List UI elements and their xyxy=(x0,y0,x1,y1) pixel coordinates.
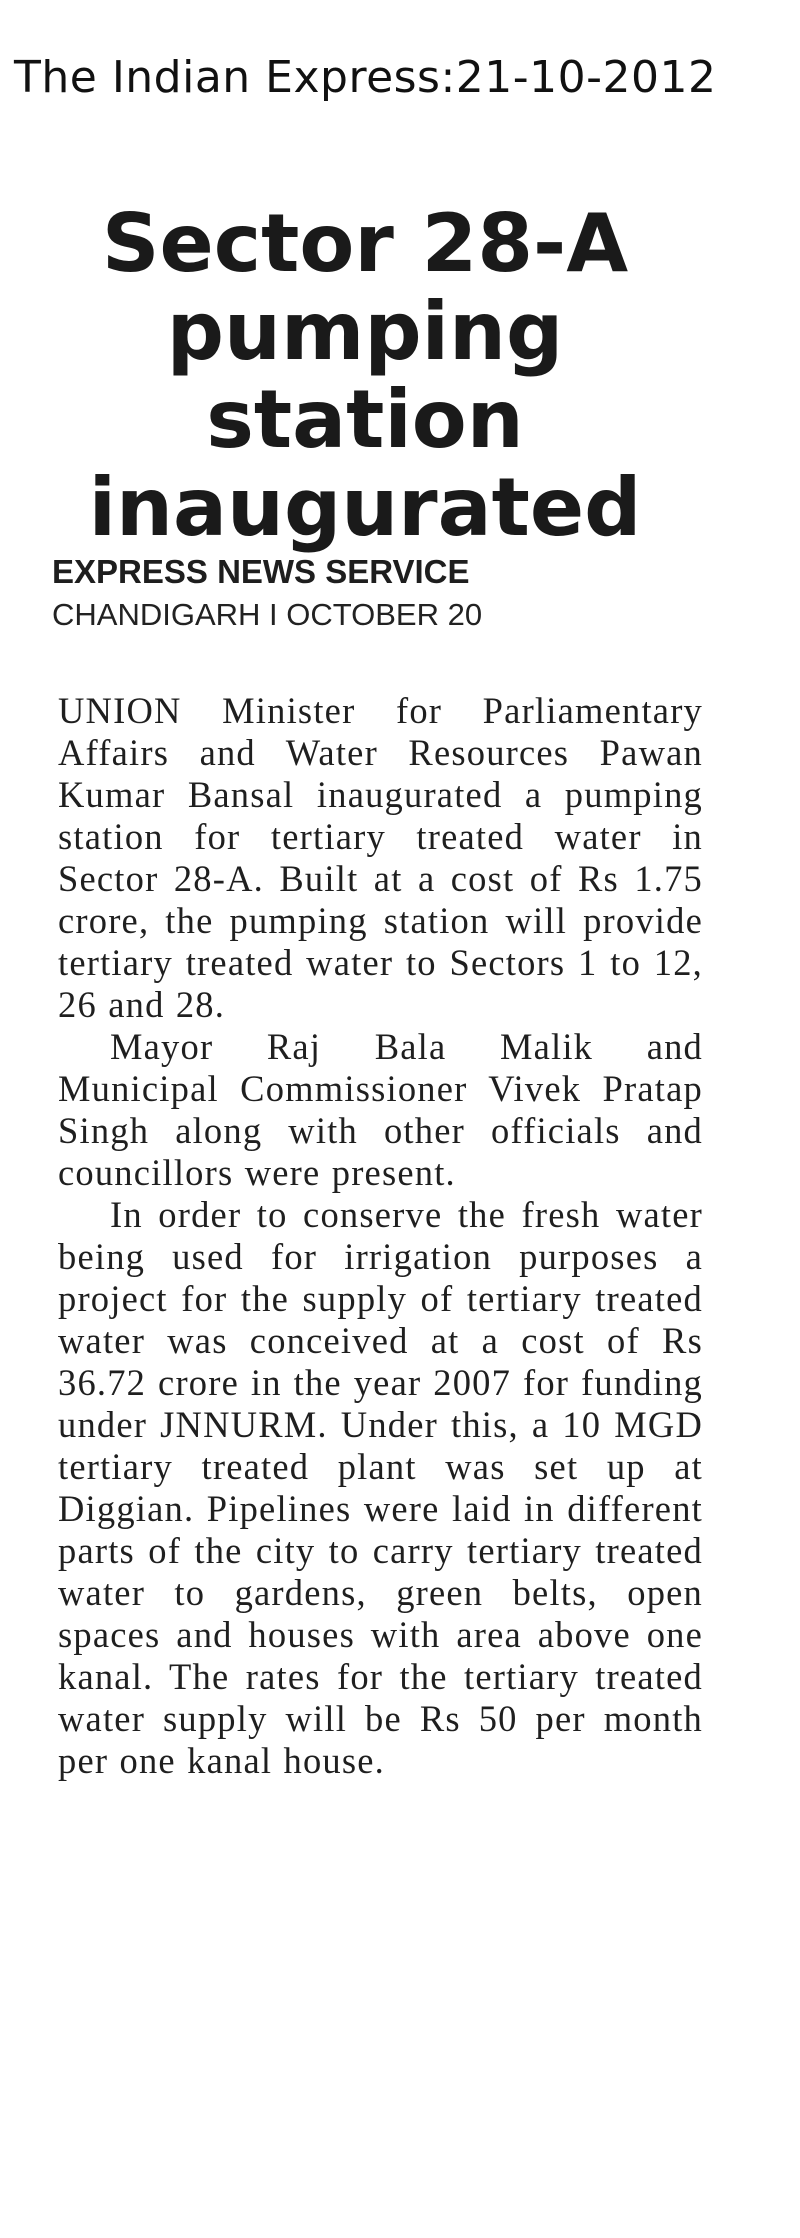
article-headline: Sector 28-A pumping station inaugurated xyxy=(88,197,642,554)
source-line: The Indian Express:21-10-2012 xyxy=(14,52,717,103)
article-paragraph: UNION Minister for Parliamentary Affairs and Water Resources Pawan Kumar Bansal inaugurated a pumping station for tertiary treated water in Sector 28-A. Built at a cost of Rs 1.75 crore, the pumping station will provide tertiary treated water to Sectors 1 to 12, 26 and 28. xyxy=(58,690,703,1025)
byline: EXPRESS NEWS SERVICE xyxy=(52,553,470,590)
article-paragraph: In order to conserve the fresh water being used for irrigation purposes a project for the supply of tertiary treated water was conceived at a cost of Rs 36.72 crore in the year 2007 for funding under JNNURM. Under this, a 10 MGD tertiary treated plant was set up at Diggian. Pipelines were laid in different parts of the city to carry tertiary treated water to gardens, green belts, open spaces and houses with area above one kanal. The rates for the tertiary treated water supply will be Rs 50 per month per one kanal house. xyxy=(58,1194,703,1781)
dateline: CHANDIGARH I OCTOBER 20 xyxy=(52,597,483,632)
article-paragraph: Mayor Raj Bala Malik and Municipal Commissioner Vivek Pratap Singh along with other officials and councillors were present. xyxy=(58,1026,703,1193)
article-body xyxy=(58,690,703,1782)
